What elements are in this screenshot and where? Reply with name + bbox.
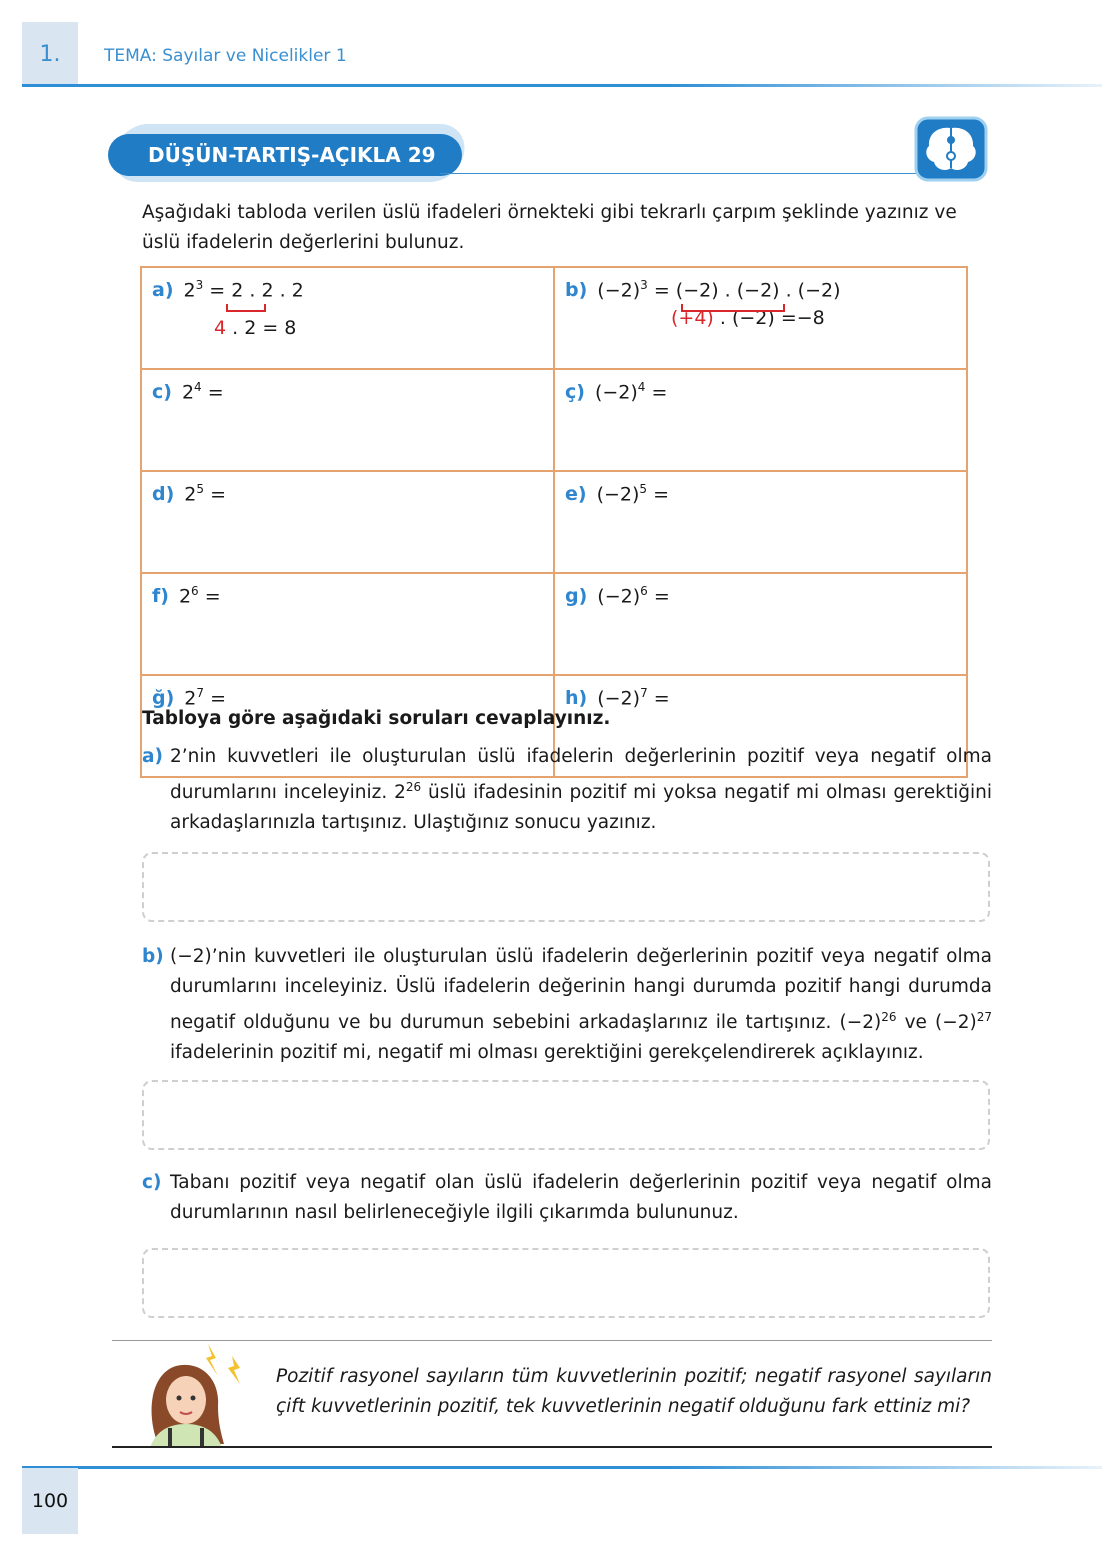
table-cell	[141, 573, 554, 675]
answer-box-b[interactable]	[142, 1080, 990, 1150]
item-label: h)	[565, 687, 588, 710]
questions-heading: Tabloya göre aşağıdaki soruları cevaplayınız.	[142, 708, 611, 729]
base: 2	[184, 483, 197, 506]
question-label: c)	[142, 1172, 162, 1193]
cell-a	[141, 267, 554, 369]
base: 2	[178, 585, 192, 608]
exponent: 5	[639, 482, 648, 496]
step-result: . 2 = 8	[226, 317, 297, 340]
footer-divider	[22, 1466, 1102, 1469]
girl-thinking-illustration	[140, 1344, 250, 1448]
item-label: d)	[152, 483, 175, 506]
brain-puzzle-icon	[914, 116, 988, 182]
table-row	[141, 573, 967, 675]
base: (−2)	[597, 279, 641, 302]
question-text: (−2)’nin kuvvetleri ile oluşturulan üslü ifadelerin değerlerinin pozitif veya negatif olma durumlarını inceleyiniz. Üslü ifadelerin değerinin hangi durumda pozitif hangi durumda negatif olduğunu ve bu durumun sebebini arkadaşlarınız ile tartışınız. (−2)	[170, 946, 992, 1034]
item-label: ç)	[565, 381, 585, 404]
equals-sign: =	[204, 585, 221, 608]
table-row	[141, 267, 967, 369]
exponent: 7	[196, 686, 205, 700]
partial-product: 4	[214, 317, 227, 340]
equals-sign: =	[210, 687, 226, 710]
question-c	[142, 1168, 992, 1228]
exponent: 4	[637, 380, 646, 394]
exponent: 27	[976, 1010, 992, 1024]
equals-sign: =	[210, 483, 226, 506]
equals-sign: =	[651, 381, 668, 404]
equals-sign: =	[207, 381, 224, 404]
item-label: g)	[565, 585, 588, 608]
question-a	[142, 742, 992, 838]
exponent: 4	[194, 380, 202, 394]
base: (−2)	[597, 687, 641, 710]
table-row	[141, 369, 967, 471]
page-number: 100	[22, 1468, 78, 1534]
note-divider-bottom	[112, 1446, 992, 1448]
pair-bracket	[681, 304, 785, 312]
power-table	[140, 266, 968, 778]
header-divider	[22, 84, 1102, 87]
exponent: 26	[881, 1010, 897, 1024]
activity-title: DÜŞÜN-TARTIŞ-AÇIKLA 29	[108, 134, 462, 176]
question-label: b)	[142, 946, 164, 967]
question-text: 2’nin kuvvetleri ile oluşturulan üslü ifadelerin değerlerinin pozitif veya negatif olma durumlarını inceleyiniz. 2	[170, 746, 992, 804]
base: (−2)	[594, 381, 638, 404]
instruction-text: Aşağıdaki tabloda verilen üslü ifadeleri örnekteki gibi tekrarlı çarpım şeklinde yazınız ve üslü ifadelerin değerlerini bulunuz.	[142, 202, 957, 253]
base: 2	[183, 279, 196, 302]
question-text: ifadelerinin pozitif mi, negatif mi olması gerektiğini gerekçelendirerek açıklayınız.	[170, 1042, 924, 1064]
item-label: ğ)	[152, 687, 175, 710]
step-result: . (−2) =−8	[713, 307, 825, 330]
exponent: 6	[640, 584, 648, 598]
question-b	[142, 942, 992, 1068]
equals-sign: =	[653, 585, 670, 608]
exponent: 3	[195, 278, 204, 292]
reflection-note: Pozitif rasyonel sayıların tüm kuvvetlerinin pozitif; negatif rasyonel sayıların çift kuvvetlerinin pozitif, tek kuvvetlerinin negatif olduğunu fark ettiniz mi?	[276, 1366, 992, 1417]
equals-sign: =	[653, 687, 670, 710]
answer-box-c[interactable]	[142, 1248, 990, 1318]
pair-bracket	[226, 304, 266, 312]
table-cell	[554, 573, 967, 675]
expansion: = 2 . 2 . 2	[203, 279, 304, 302]
item-label: b)	[565, 279, 588, 302]
item-label: c)	[152, 381, 172, 404]
exponent: 7	[640, 686, 648, 700]
table-cell	[554, 369, 967, 471]
base: (−2)	[597, 585, 641, 608]
equals-sign: =	[653, 483, 670, 506]
item-label: f)	[152, 585, 169, 608]
item-label: e)	[565, 483, 587, 506]
question-text: Tabanı pozitif veya negatif olan üslü ifadelerin değerlerinin pozitif veya negatif olma durumlarının nasıl belirleneceğiyle ilgili çıkarımda bulununuz.	[170, 1172, 992, 1223]
note-divider-top	[112, 1340, 992, 1341]
item-label: a)	[152, 279, 174, 302]
chapter-number: 1.	[22, 22, 78, 86]
partial-product: (+4)	[671, 307, 714, 330]
base: 2	[181, 381, 195, 404]
question-label: a)	[142, 746, 163, 767]
table-cell	[554, 471, 967, 573]
table-cell	[141, 369, 554, 471]
table-row	[141, 471, 967, 573]
answer-box-a[interactable]	[142, 852, 990, 922]
banner-underline	[440, 173, 930, 174]
exponent: 6	[191, 584, 199, 598]
exponent: 3	[640, 278, 648, 292]
expansion: = (−2) . (−2) . (−2)	[647, 279, 841, 302]
cell-b	[554, 267, 967, 369]
theme-title: TEMA: Sayılar ve Nicelikler 1	[104, 46, 347, 66]
table-cell	[141, 471, 554, 573]
base: (−2)	[596, 483, 640, 506]
question-text: ve (−2)	[896, 1012, 977, 1034]
base: 2	[184, 687, 197, 710]
exponent: 5	[196, 482, 205, 496]
question-text: üslü ifadesinin pozitif mi yoksa negatif mi olması gerektiğini arkadaşlarınızla tartışınız. Ulaştığınız sonucu yazınız.	[170, 782, 992, 834]
exponent: 26	[405, 780, 422, 794]
